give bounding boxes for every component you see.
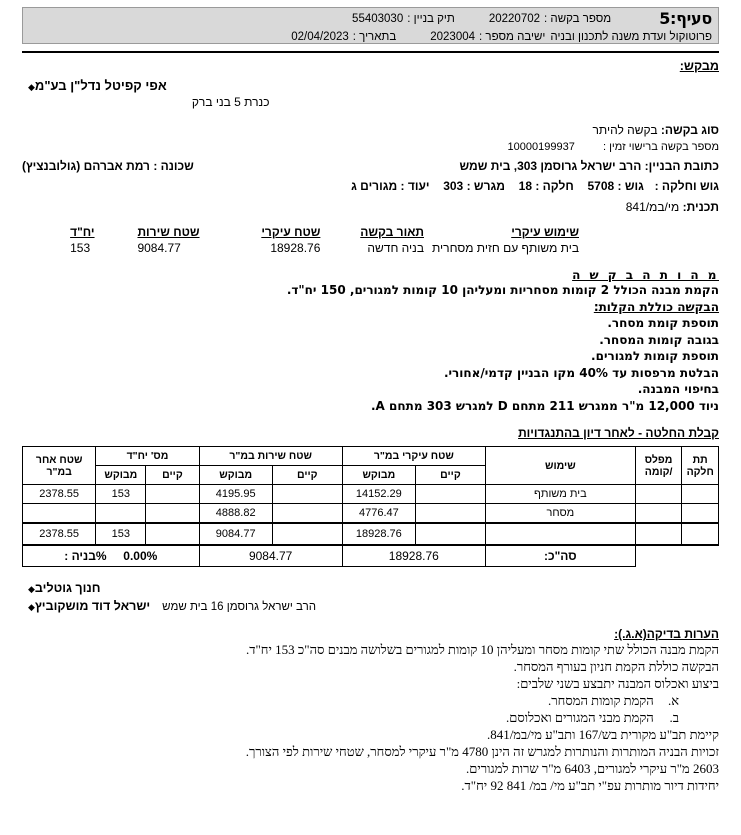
cell-service-requested: 4888.82 [199,504,272,523]
usage-table-header-row [22,224,719,240]
decision-header-row-1 [23,447,719,466]
usage-col-service-area: שטח שירות [137,225,200,239]
cell-units-existing [146,485,199,504]
cell-main-existing [415,485,485,504]
signatory-row-0 [22,581,719,596]
essence-line-3: בגובה קומות המסחר. [599,332,719,347]
migrash-value: 303 [443,179,464,193]
bullet-icon: ◆ [28,584,35,594]
essence-line-0: הקמת מבנה הכולל 2 קומות מסחריות ומעליהן 10 קומות למגורים, 150 יח"ד. [286,283,719,297]
total-cell-service-existing [272,523,342,545]
usage-cell-units: 153 [70,241,91,255]
build-pct-value: 0.00% [123,548,158,563]
decision-col-main-requested: מבוקש [342,466,415,485]
decision-col-level-floor: מפלס /קומה [635,447,682,485]
usage-cell-spacer [22,240,66,256]
decision-col-units-existing: קיים [146,466,199,485]
cell-units-requested [96,504,146,523]
session-date-label: בתאריך : [352,30,397,43]
sum-cell-label: סה"כ: [485,545,635,567]
usage-cell-request-desc: בניה חדשה [367,241,424,255]
usage-table-row [22,240,719,256]
neighborhood-label: שכונה : [153,159,194,173]
cell-sub-parcel [682,504,719,523]
total-cell-usage [485,523,635,545]
decision-section-title: קבלת החלטה - לאחר דיון בהתנגדויות [518,426,719,440]
total-cell-units-requested: 153 [96,523,146,545]
essence-title: מ ה ו ת ה ב ק ש ה [572,268,719,282]
licensing-number-row [22,139,719,155]
chelka-label: חלקה : [535,179,574,193]
notes-item-1 [22,709,719,726]
chelka-value: 18 [518,179,532,193]
signatory-row-1 [22,599,719,614]
total-cell-main-requested: 18928.76 [342,523,415,545]
total-cell-level-floor [635,523,682,545]
cell-units-existing [146,504,199,523]
usage-cell-main-use: בית משותף עם חזית מסחרית [432,241,579,255]
plan-label: תכנית: [682,200,719,214]
notes-line-2: ביצוע ואכלוס המבנה יתבצע בשני שלבים: [516,676,719,691]
building-address-row [22,158,719,175]
usage-col-spacer [22,224,66,240]
essence-line-2: תוספת קומת מסחר. [607,316,719,330]
block-parcel-label: גוש וחלקה : [654,179,719,193]
essence-line-5: הבלטת מרפסות עד 40% מקו הבניין קדמי/אחורי. [443,365,719,380]
session-date-value: 02/04/2023 [291,30,349,43]
document-header-bar [22,7,719,44]
total-cell-units-existing [146,523,199,545]
essence-line-1: הבקשה כוללת הקלות: [593,299,719,314]
usage-cell-main-area: 18928.76 [270,241,321,255]
usage-summary-table [22,224,719,256]
sum-cell-main-total: 18928.76 [342,545,485,567]
total-cell-main-existing [415,523,485,545]
build-pct-label: %בניה : [64,548,107,563]
signatory-name: חנוך גוטליב [34,581,101,595]
applicant-address: כנרת 5 בני ברק [191,95,270,109]
request-number-value: 20220702 [488,12,541,25]
sum-cell-service-total: 9084.77 [199,545,342,567]
block-parcel-row [22,178,719,195]
decision-col-service-requested: מבוקש [199,466,272,485]
signatory-detail: הרב ישראל גרוסמן 16 בית שמש [162,601,317,613]
decision-col-service-area-group: שטח שירות במ"ר [199,447,342,466]
table-row [23,485,719,504]
notes-item-marker: א. [667,693,679,708]
cell-service-requested: 4195.95 [199,485,272,504]
applicant-heading: מבקש: [679,59,719,73]
session-number-value: 2023004 [430,30,476,43]
usage-col-main-use: שימוש עיקרי [511,225,579,239]
cell-service-existing [272,485,342,504]
cell-other-area: 2378.55 [23,485,96,504]
usage-col-units: יח"ד [70,225,95,239]
notes-item-marker: ב. [669,710,679,725]
plan-row [22,199,719,216]
decision-total-row [23,523,719,545]
bullet-icon: ◆ [28,602,35,612]
request-type-label: סוג בקשה: [660,123,719,137]
session-number-label: ישיבה מספר : [479,30,546,43]
notes-line-1: הבקשה כוללת הקמת חניון בעורף המסחר. [513,659,719,674]
gush-value: 5708 [587,179,615,193]
request-type-row [22,122,719,139]
request-number-label: מספר בקשה : [544,12,612,25]
decision-col-units-group: מס' יח"ד [96,447,199,466]
applicant-entry [22,78,719,94]
licensing-number-label: מספר בקשה ברישוי זמין : [602,141,719,153]
notes-item-text: הקמת מבני המגורים ואכלוסם. [505,710,654,725]
decision-col-main-existing: קיים [415,466,485,485]
notes-item-0 [22,692,719,709]
table-row [23,504,719,523]
essence-line-7: ניוד 12,000 מ"ר ממגרש 211 מתחם D למגרש 303 מתחם A. [370,398,719,413]
decision-col-main-area-group: שטח עיקרי במ"ר [342,447,485,466]
decision-col-other-area: שטח אחר במ"ר [23,447,96,485]
cell-usage: מסחר [485,504,635,523]
decision-sum-row [23,545,719,567]
decision-col-service-existing: קיים [272,466,342,485]
essence-line-4: תוספת קומות למגורים. [591,349,719,363]
sum-cell-spacer-1 [682,545,719,567]
building-address-value: הרב ישראל גרוסמן 303, בית שמש [459,159,642,173]
protocol-title: פרוטוקול ועדת משנה לתכנון ובניה [550,30,712,43]
bullet-icon: ◆ [28,82,35,92]
section-number: סעיף:5 [659,9,712,28]
notes-line-0: הקמת מבנה הכולל שתי קומות מסחר ומעליהן 10 קומות למגורים בשלושה מבנים סה"כ 153 יח"ד. [246,642,719,657]
notes-tail-0: קיימת תב"ע מקורית בש/167 ותב"ע מי/במ/841. [486,727,719,742]
total-cell-other-area: 2378.55 [23,523,96,545]
cell-usage: בית משותף [485,485,635,504]
document-body [22,58,719,794]
notes-title: הערות בדיקה(א.ג.): [614,627,719,641]
notes-tail-2: 2603 מ"ר עיקרי למגורים, 6403 מ"ר שרות למגורים. [465,761,719,776]
applicant-name: אפי קפיטל נדל"ן בע"מ [34,78,167,93]
total-cell-sub-parcel [682,523,719,545]
building-address-label: כתובת הבניין: [644,159,719,173]
decision-col-units-requested: מבוקש [96,466,146,485]
essence-line-6: בחיפוי המבנה. [637,382,719,396]
request-type-value: בקשה להיתר [592,123,658,137]
building-file-label: תיק בניין : [407,12,455,25]
decision-col-usage: שימוש [485,447,635,485]
building-file-value: 55403030 [352,12,404,25]
notes-tail-3: יחידות דיור מותרות עפ"י תב"ע מי/ במ/ 841 92 יח"ד. [461,778,719,793]
cell-units-requested: 153 [96,485,146,504]
cell-sub-parcel [682,485,719,504]
neighborhood-group [22,158,194,175]
cell-other-area [23,504,96,523]
cell-main-requested: 4776.47 [342,504,415,523]
notes-item-text: הקמת קומות המסחר. [548,693,654,708]
cell-main-requested: 14152.29 [342,485,415,504]
sum-cell-build-pct [23,545,200,567]
total-cell-service-requested: 9084.77 [199,523,272,545]
yeud-label: יעוד : [400,179,430,193]
decision-col-sub-parcel: תת חלקה [682,447,719,485]
cell-level-floor [635,504,682,523]
notes-tail-1: זכויות הבניה המותרות והנותרות למגרש זה הינן 4780 מ"ר עיקרי למסחר, שטחי שירות לפי הצורך. [245,744,719,759]
header-row-secondary [23,27,718,46]
sum-cell-spacer-2 [635,545,682,567]
cell-level-floor [635,485,682,504]
decision-table [22,446,719,567]
migrash-label: מגרש : [466,179,505,193]
signatory-name: ישראל דוד מושקוביץ [34,599,151,613]
usage-col-request-desc: תאור בקשה [360,225,424,239]
yeud-value: מגורים ג [351,179,398,193]
plan-value: מי/במ/841 [625,200,680,214]
cell-main-existing [415,504,485,523]
gush-label: גוש : [617,179,644,193]
building-address-group [419,158,719,175]
neighborhood-value: רמת אברהם (גולובנציץ) [22,159,150,173]
header-divider [22,51,719,53]
cell-service-existing [272,504,342,523]
header-row-primary [23,8,718,27]
licensing-number-value: 10000199937 [507,141,575,153]
usage-cell-service-area: 9084.77 [137,241,181,255]
usage-col-main-area: שטח עיקרי [261,225,321,239]
